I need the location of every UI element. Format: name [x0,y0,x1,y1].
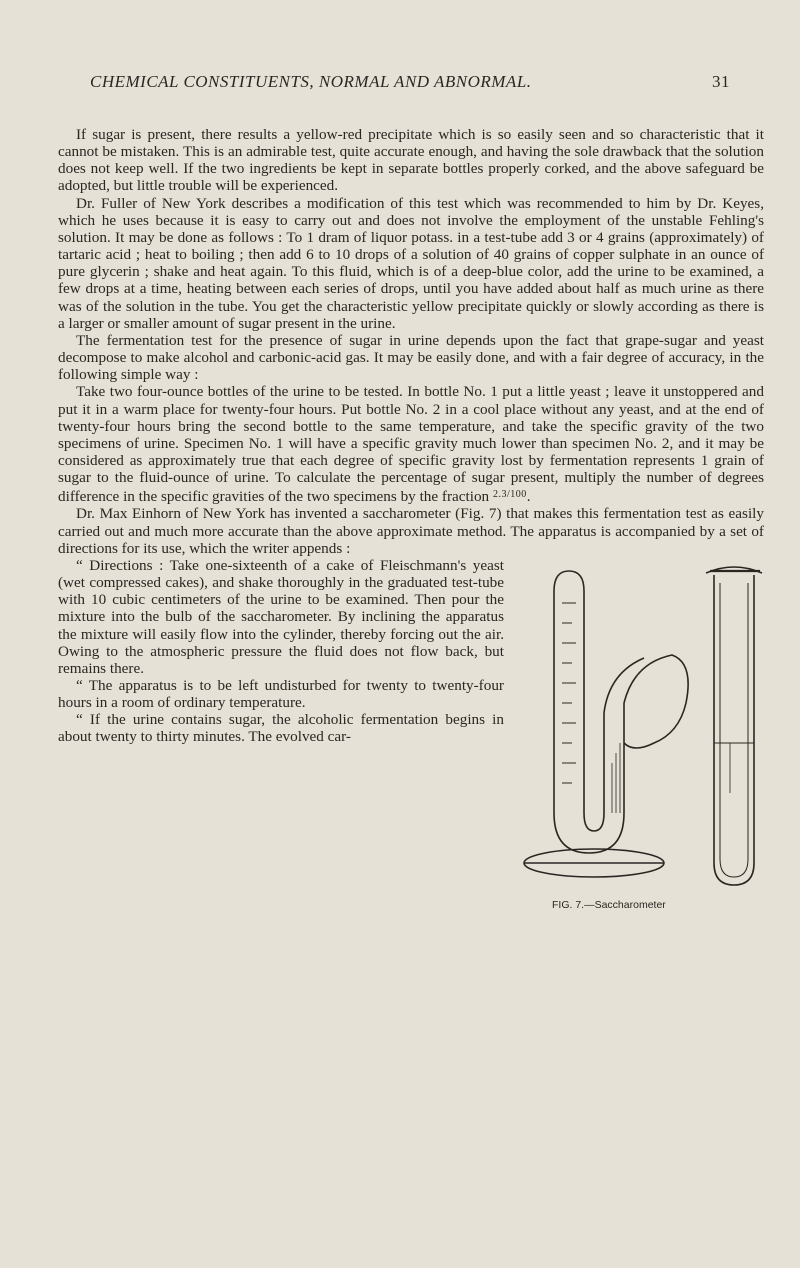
quote-paragraph-2: “ The apparatus is to be left undisturbed for twenty to twenty-four hours in a room of ordinary temperature. [58,677,504,712]
paragraph-2: Dr. Fuller of New York describes a modification of this test which was recommended to him by Dr. Keyes, which he uses because it is easy to carry out and does not involve the employment of the unstable Fehling's solution. It may be done as follows : To 1 dram of liquor potass. in a test-tube add 3 or 4 grains (approximately) of tartaric acid ; heat to boiling ; then add 6 to 10 drops of a solution of 40 grains of copper sulphate in an ounce of pure glycerin ; shake and heat again. To this fluid, which is of a deep-blue color, add the urine to be examined, a few drops at a time, heating between each series of drops, until you have added about half as much urine as there was of the solution in the tube. You get the characteristic yellow precipitate quickly or slowly according as there is a larger or smaller amount of sugar present in the urine. [58,194,764,332]
fraction: 2.3/100 [492,489,527,501]
page-number: 31 [712,72,730,91]
saccharometer-illustration [514,563,764,893]
paragraph-3: The fermentation test for the presence of sugar in urine depends upon the fact that grape-sugar and yeast decompose to make alcohol and carbonic-acid gas. It may be easily done, and with a fair degree of accuracy, in the following simple way : [58,331,764,384]
running-head [90,72,730,92]
body-text [58,126,764,951]
running-head-title: CHEMICAL CONSTITUENTS, NORMAL AND ABNORMAL. [90,72,532,91]
quote-paragraph-1: “ Directions : Take one-sixteenth of a cake of Fleischmann's yeast (wet compressed cakes), and shake thoroughly in the graduated test-tube with 10 cubic centimeters of the urine to be examined. Then pour the mixture into the bulb of the saccharometer. By inclining the apparatus the mixture will easily flow into the cylinder, thereby forcing out the air. Owing to the atmospheric pressure the fluid does not flow back, but remains there. [58,556,504,677]
paragraph-4: Take two four-ounce bottles of the urine to be tested. In bottle No. 1 put a little yeast ; leave it unstoppered and put it in a warm place for twenty-four hours. Put bottle No. 2 in a cool place without any yeast, and at the end of twenty-four hours bring the second bottle to the same temperature, and take the specific gravity of the two specimens of urine. Specimen No. 1 will have a specific gravity much lower than specimen No. 2, and it may be considered as approximately true that each degree of specific gravity lost by fermentation represents 1 grain of sugar to the fluid-ounce of urine. To calculate the percentage of sugar present, multiply the number of degrees difference in the specific gravities of the two specimens by the fraction $^{2.3/100}$. [58,383,764,506]
paragraph-4-text: Take two four-ounce bottles of the urine to be tested. In bottle No. 1 put a little yeast ; leave it unstoppered and put it in a warm place for twenty-four hours. Put bottle No. 2 in a cool place without any yeast, and at the end of twenty-four hours bring the second bottle to the same temperature, and take the specific gravity of the two specimens of urine. Specimen No. 1 will have a specific gravity much lower than specimen No. 2, and it may be considered as approximately true that each degree of specific gravity lost by fermentation represents 1 grain of sugar to the fluid-ounce of urine. To calculate the percentage of sugar present, multiply the number of degrees difference in the specific gravities of the two specimens by the fraction [58,383,764,506]
paragraph-5: Dr. Max Einhorn of New York has invented a saccharometer (Fig. 7) that makes this fermentation test as easily carried out and much more accurate than the above approximate method. The apparatus is accompanied by a set of directions for its use, which the writer appends : [58,505,764,557]
figure-caption: FIG. 7.—Saccharometer [552,898,666,911]
quote-paragraph-3: “ If the urine contains sugar, the alcoholic fermentation begins in about twenty to thirty minutes. The evolved car- [58,711,504,746]
paragraph-1: If sugar is present, there results a yellow-red precipitate which is so easily seen and so characteristic that it cannot be mistaken. This is an admirable test, quite accurate enough, and having the sole drawback that the solution does not keep well. If the two ingredients be kept in separate bottles properly corked, and the above safeguard be adopted, but little trouble will be experienced. [58,126,764,195]
figure-saccharometer [514,563,764,951]
